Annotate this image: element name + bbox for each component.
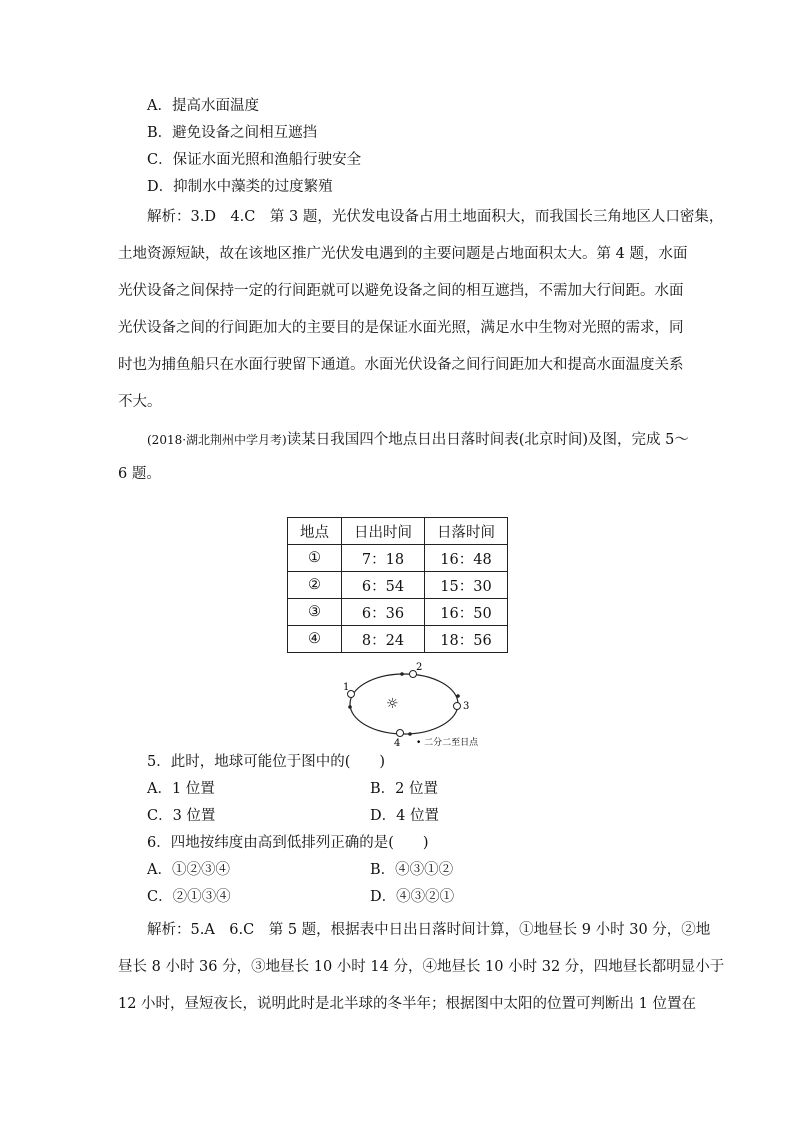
cell-location: ③: [288, 599, 342, 626]
table-row: [288, 626, 508, 653]
solstice-point: [400, 672, 404, 676]
cell-location: ④: [288, 626, 342, 653]
sunrise-sunset-table: [287, 517, 508, 653]
header-sunset: 日落时间: [425, 518, 508, 545]
source-note: (2018·湖北荆州中学月考): [147, 433, 287, 447]
option-a: A．提高水面温度: [147, 98, 259, 114]
cell-sunset: 18：56: [425, 626, 508, 653]
table-row: [288, 545, 508, 572]
q6-option-d: D．④③②①: [370, 889, 455, 905]
analysis-line: 解析：3.D 4.C 第 3 题，光伏发电设备占用土地面积大，而我国长三角地区人口密集，: [147, 209, 724, 225]
cell-sunset: 15：30: [425, 572, 508, 599]
q6-option-a: A．①②③④: [147, 862, 230, 878]
q6-option-c: C．②①③④: [147, 889, 231, 905]
earth-position-3: [454, 703, 461, 710]
label-4: 4: [394, 738, 401, 748]
cell-sunrise: 7：18: [342, 545, 425, 572]
orbit-ellipse: [350, 674, 458, 734]
option-c: C．保证水面光照和渔船行驶安全: [147, 152, 362, 168]
cell-location: ②: [288, 572, 342, 599]
q5-option-b: B．2 位置: [370, 781, 438, 797]
cell-sunset: 16：50: [425, 599, 508, 626]
analysis-line: 12 小时，昼短夜长，说明此时是北半球的冬半年；根据图中太阳的位置可判断出 1 位置在: [118, 996, 696, 1012]
solstice-point: [408, 732, 412, 736]
table-row: [288, 572, 508, 599]
label-3: 3: [463, 701, 470, 712]
cell-location: ①: [288, 545, 342, 572]
table-row: [288, 599, 508, 626]
analysis-line: 昼长 8 小时 36 分，③地昼长 10 小时 14 分，④地昼长 10 小时 32 分，四地昼长都明显小于: [118, 959, 725, 975]
cell-sunrise: 6：36: [342, 599, 425, 626]
analysis-line: 时也为捕鱼船只在水面行驶留下通道。水面光伏设备之间行间距加大和提高水面温度关系: [118, 357, 684, 373]
label-1: 1: [343, 682, 350, 693]
earth-orbit-diagram: [338, 658, 498, 748]
q5-option-c: C．3 位置: [147, 808, 216, 824]
table-header-row: [288, 518, 508, 545]
sun-icon: ☼: [386, 696, 399, 712]
analysis-line: 解析：5.A 6.C 第 5 题，根据表中日出日落时间计算，①地昼长 9 小时 30 分，②地: [147, 922, 711, 938]
legend-text: • 二分二至日点: [416, 738, 479, 748]
analysis-line: 土地资源短缺，故在该地区推广光伏发电遇到的主要问题是占地面积太大。第 4 题，水面: [118, 246, 688, 262]
option-d: D．抑制水中藻类的过度繁殖: [147, 179, 333, 195]
header-sunrise: 日出时间: [342, 518, 425, 545]
intro-text: 读某日我国四个地点日出日落时间表(北京时间)及图，完成 5～: [286, 432, 689, 448]
solstice-point: [348, 705, 352, 709]
earth-position-4: [397, 730, 404, 737]
analysis-line: 光伏设备之间保持一定的行间距就可以避免设备之间的相互遮挡，不需加大行间距。水面: [118, 283, 684, 299]
cell-sunset: 16：48: [425, 545, 508, 572]
intro-text-2: 6 题。: [118, 466, 161, 482]
cell-sunrise: 6：54: [342, 572, 425, 599]
q6-option-b: B．④③①②: [370, 862, 454, 878]
cell-sunrise: 8：24: [342, 626, 425, 653]
analysis-line: 光伏设备之间的行间距加大的主要目的是保证水面光照，满足水中生物对光照的需求，同: [118, 320, 684, 336]
q5-stem: 5．此时，地球可能位于图中的( ): [147, 754, 386, 770]
label-2: 2: [416, 662, 423, 673]
header-location: 地点: [288, 518, 342, 545]
analysis-line: 不大。: [118, 394, 162, 410]
q5-option-a: A．1 位置: [147, 781, 215, 797]
q6-stem: 6．四地按纬度由高到低排列正确的是( ): [147, 835, 429, 851]
q5-option-d: D．4 位置: [370, 808, 439, 824]
option-b: B．避免设备之间相互遮挡: [147, 125, 318, 141]
solstice-point: [456, 694, 460, 698]
question-intro: [147, 430, 689, 450]
